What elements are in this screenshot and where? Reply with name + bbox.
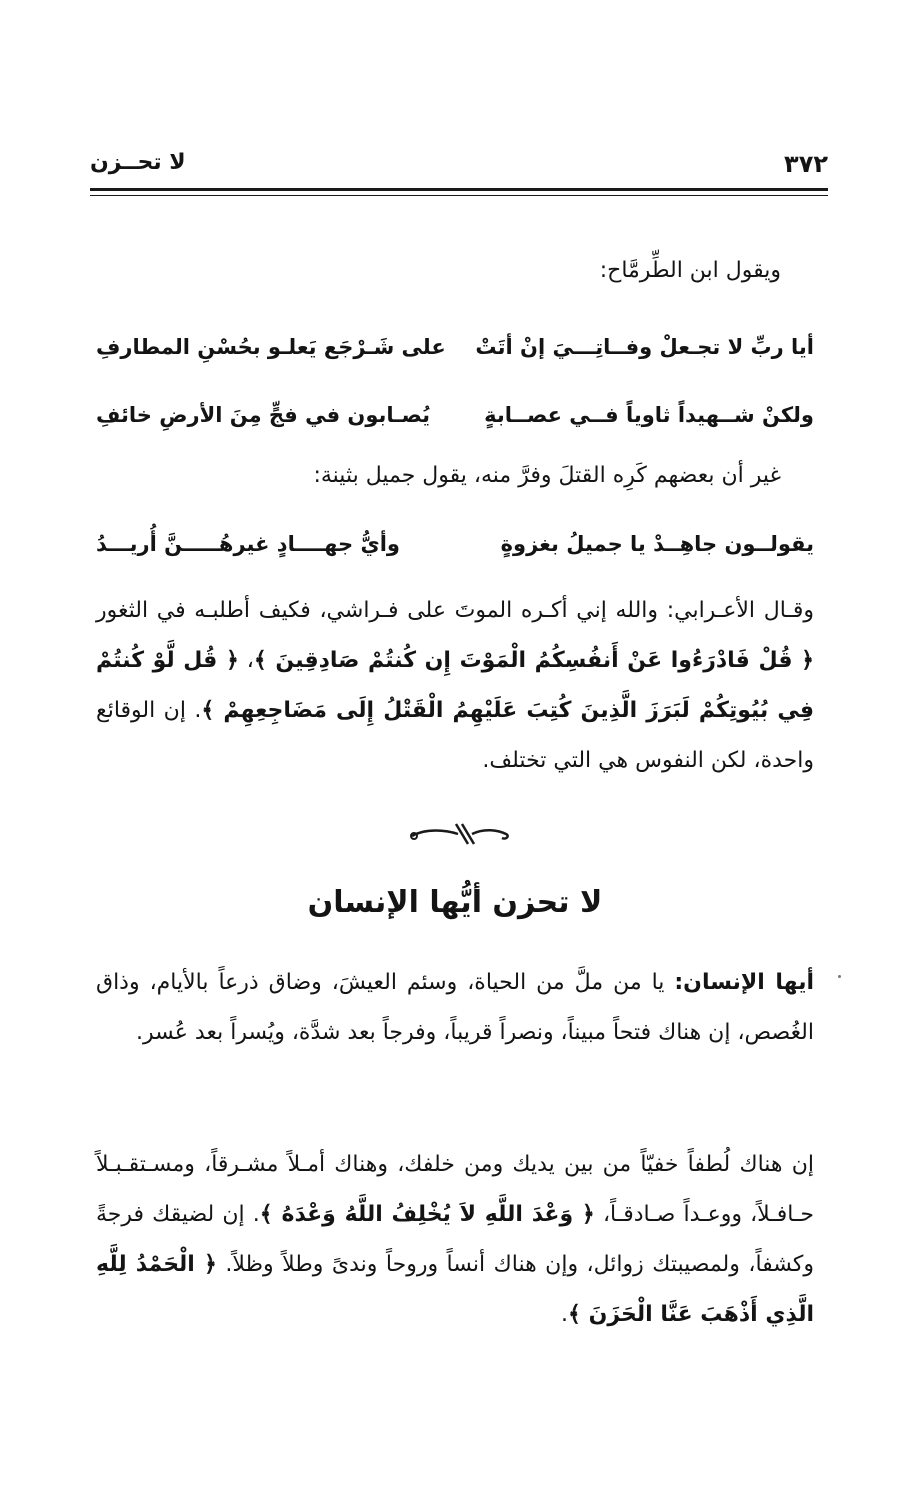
section-title: لا تحزن أيُّها الإنسان <box>307 885 603 920</box>
running-header <box>90 150 828 190</box>
paragraph-text: . <box>561 1302 569 1327</box>
running-title: لا تحــزن <box>90 150 186 175</box>
paragraph-text: يا من ملَّ من الحياة، وسئم العيشَ، وضاق ذرعاً بالأيام، وذاق الغُصص، إن هناك فتحاً مبيناً، ونصراً قريباً، وفرجاً بعد شدَّة، ويُسراً بعد عُسر. <box>96 970 814 1045</box>
paragraph-text: . إن الوقائع واحدة، لكن النفوس هي التي تختلف. <box>96 698 814 773</box>
quran-verse: ﴿ قُل لَّوْ كُنتُمْ فِي بُيُوتِكُمْ لَبَرَزَ الَّذِينَ كُتِبَ عَلَيْهِمُ الْقَتْلُ إِلَى مَضَاجِعِهِمْ ﴾ <box>96 648 814 723</box>
paragraph-lead: أيها الإنسان: <box>674 970 815 995</box>
verse-hemistich-first: أيا ربِّ لا تجـعلْ وفــاتِـــيَ إنْ أتَتْ <box>475 335 814 359</box>
verse-line <box>96 403 814 447</box>
verse-line <box>96 532 814 576</box>
paragraph-o-human <box>96 958 814 1058</box>
page-number: ٣٧٢ <box>784 150 828 178</box>
verse-hemistich-first: يقولــون جاهِــدْ يا جميلُ بغزوةٍ <box>500 532 814 556</box>
paragraph-text: ، <box>246 648 254 673</box>
paragraph-bedouin <box>96 586 814 786</box>
paragraph-text: وقـال الأعـرابي: والله إني أكـره الموتَ على فـراشي، فكيف أطلبـه في الثغور <box>96 598 814 623</box>
section-divider-ornament <box>406 818 516 848</box>
paragraph-text: إن هناك لُطفاً خفيّاً من بين يديك ومن خلفك، وهناك أمـلاً مشـرقاً، ومسـتقـبـلاً حـافـلاً، ووعـداً صـادقـاً، <box>96 1152 815 1227</box>
header-rule-thick <box>90 188 828 191</box>
paragraph-text: . إن لضيقك فرجةً وكشفاً، ولمصيبتك زوائل، وإن هناك أنساً وروحاً وندىً وطلاً وظلاً. <box>96 1202 815 1277</box>
scan-speck <box>838 975 841 978</box>
poem-intro-tirimmah: ويقول ابن الطِّرمَّاح: <box>599 258 781 283</box>
verse-hemistich-first: ولكنْ شــهيداً ثاوياً فــي عصــابةٍ <box>484 403 814 427</box>
quran-verse: ﴿ الْحَمْدُ لِلَّهِ الَّذِي أَذْهَبَ عَنَّا الْحَزَنَ ﴾ <box>96 1252 814 1327</box>
poem-intro-jamil: غير أن بعضهم كَرِه القتلَ وفرَّ منه، يقول جميل بثينة: <box>313 463 781 488</box>
paragraph-kindness <box>96 1140 814 1340</box>
verse-line <box>96 335 814 379</box>
header-rule-thin <box>90 195 828 196</box>
quran-verse: ﴿ قُلْ فَادْرَءُوا عَنْ أَنفُسِكُمُ الْمَوْتَ إِن كُنتُمْ صَادِقِينَ ﴾ <box>253 648 814 673</box>
quran-verse: ﴿ وَعْدَ اللَّهِ لاَ يُخْلِفُ اللَّهُ وَعْدَهُ ﴾ <box>259 1202 595 1227</box>
verse-hemistich-second: على شَـرْجَع يَعلـو بحُسْنِ المطارفِ <box>96 335 446 359</box>
verse-hemistich-second: يُصـابون في فجٍّ مِنَ الأرضِ خائفِ <box>96 403 431 427</box>
verse-hemistich-second: وأيُّ جهــــادٍ غيرهُـــــنَّ أُريـــدُ <box>96 532 400 556</box>
